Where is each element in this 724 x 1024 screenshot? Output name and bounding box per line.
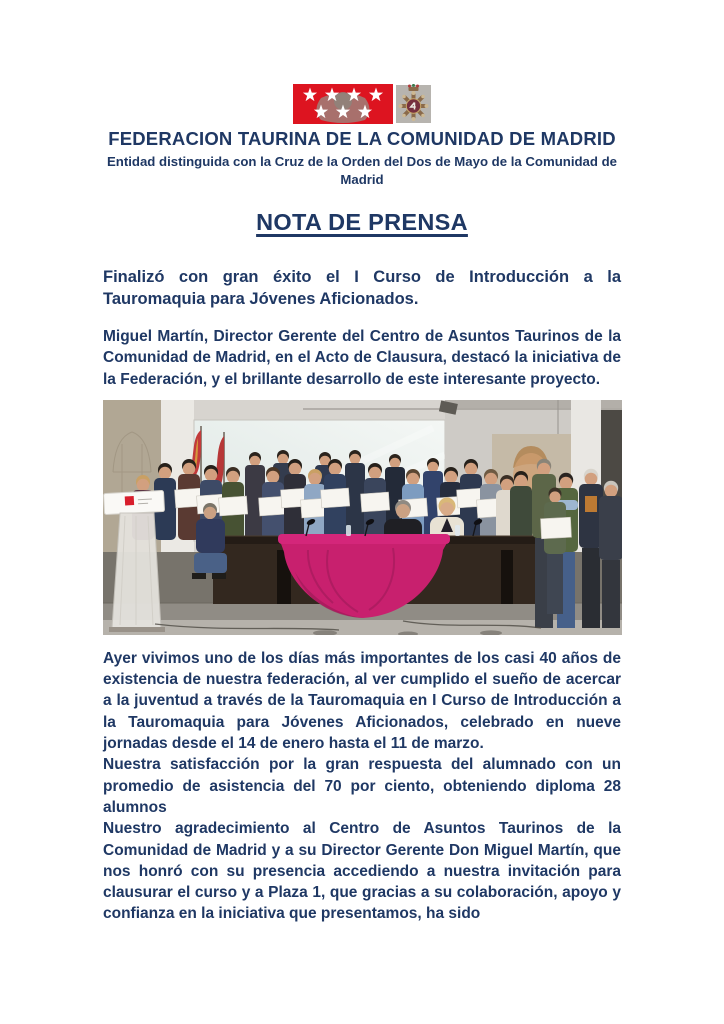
org-name: FEDERACION TAURINA DE LA COMUNIDAD DE MADRID	[108, 128, 616, 149]
body-paragraph: Nuestro agradecimiento al Centro de Asuntos Taurinos de la Comunidad de Madrid y a su Director Gerente Don Miguel Martín, que nos honró con su presencia accediendo a nuestra invitación para clausurar el curso y a Plaza 1, que gracias a su colaboración, apoyo y confianza en la iniciativa que presentamos, ha sido	[103, 820, 621, 923]
press-note-title: NOTA DE PRENSA	[256, 209, 468, 235]
org-distinction: Entidad distinguida con la Cruz de la Orden del Dos de Mayo de la Comunidad de Madrid	[107, 154, 617, 187]
event-photo	[103, 400, 622, 635]
letterhead	[103, 84, 621, 189]
subhead-paragraph: Miguel Martín, Director Gerente del Centro de Asuntos Taurinos de la Comunidad de Madrid, en el Acto de Clausura, destacó la iniciativa de la Federación, y el brillante desarrollo de este interesante proyecto.	[103, 328, 621, 388]
lead-heading: Finalizó con gran éxito el I Curso de Introducción a la Tauromaquia para Jóvenes Aficionados.	[103, 268, 621, 308]
body-text	[103, 648, 621, 925]
federation-logo	[103, 84, 621, 124]
body-paragraph: Nuestra satisfacción por la gran respuesta del alumnado con un promedio de asistencia del 70 por ciento, obteniendo diploma 28 alumnos	[103, 756, 621, 816]
group-photo-illustration	[103, 400, 622, 635]
body-paragraph: Ayer vivimos uno de los días más importantes de los casi 40 años de existencia de nuestra federación, al ver cumplido el sueño de acercar a la juventud a través de la Tauromaquia en I Curso de Introducción a la Tauromaquia para Jóvenes Aficionados, celebrado en nueve jornadas desde el 14 de enero hasta el 11 de marzo.	[103, 649, 621, 753]
madrid-flag-and-medal-icon	[293, 84, 431, 124]
